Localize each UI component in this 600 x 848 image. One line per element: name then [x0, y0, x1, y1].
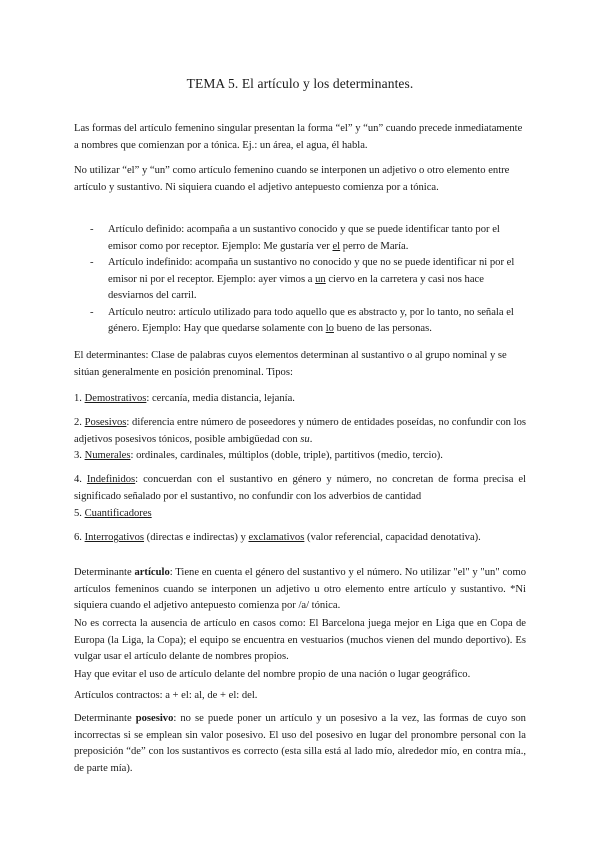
article-types-list — [74, 222, 526, 338]
underlined-example: lo — [325, 323, 334, 334]
list-item-indefinido: - Artículo indefinido: acompaña un sustantivo no conocido y que no se puede identificar ni por el emisor ni por el receptor. Ejemplo: ayer vimos a un ciervo en la carretera y casi nos hace desviarnos del carril. — [90, 257, 515, 301]
bullet-marker: - — [90, 306, 94, 318]
term-exclamativos: exclamativos — [248, 532, 305, 543]
type-interrogativos: 6. Interrogativos (directas e indirectas) y exclamativos (valor referencial, capacidad denotativa). — [74, 532, 481, 543]
paragraph-determinantes: El determinantes: Clase de palabras cuyos elementos determinan al sustantivo o al grupo nominal y se sitúan generalmente en posición prenominal. Tipos: — [74, 350, 507, 378]
list-item-definido: - Artículo definido: acompaña a un sustantivo conocido y que se puede identificar tanto por el emisor como por receptor. Ejemplo: Me gustaría ver el perro de María. — [90, 224, 500, 252]
term-posesivos: Posesivos — [84, 417, 127, 428]
term-cuantificadores: Cuantificadores — [84, 508, 152, 519]
term-indefinidos: Indefinidos — [86, 474, 136, 485]
term-numerales: Numerales — [84, 450, 131, 461]
underlined-example: un — [315, 273, 326, 285]
type-indefinidos: 4. Indefinidos: concuerdan con el sustantivo en género y número, no concretan de forma precisa el significado señalado por el sustantivo, no confundir con los adverbios de cantidad — [74, 474, 527, 502]
paragraph-determinante-posesivo: Determinante posesivo: no se puede poner un artículo y un posesivo a la vez, las formas de cuyo son incorrectas si se emplean sin valor posesivo. El uso del posesivo en lugar del pronombre personal con la preposición “de” con los sustantivos es correcto (esta silla está al lado mío, alrededor mío, en contra mía., de parte mía). — [74, 713, 526, 774]
type-posesivos: 2. Posesivos: diferencia entre número de poseedores y número de entidades poseídas, no confundir con los adjetivos posesivos tónicos, posible ambigüedad con su. — [74, 417, 526, 445]
bold-term-posesivo: posesivo — [135, 713, 174, 724]
type-demostrativos: 1. Demostrativos: cercanía, media distancia, lejanía. — [74, 393, 295, 404]
bullet-marker: - — [90, 224, 94, 235]
bullet-marker: - — [90, 257, 94, 268]
bold-term-articulo: artículo — [134, 567, 170, 578]
term-demostrativos: Demostrativos — [84, 393, 147, 404]
paragraph-nombre-propio: Hay que evitar el uso de artículo delante del nombre propio de una nación o lugar geográfico. — [74, 669, 471, 680]
paragraph-no-use-rule: No utilizar “el” y “un” como artículo femenino cuando se interponen un adjetivo o otro elemento entre artículo y sustantivo. Ni siquiera cuando el adjetivo antepuesto comienza por a tónica. — [74, 165, 510, 193]
paragraph-contractos: Artículos contractos: a + el: al, de + el: del. — [74, 690, 258, 701]
type-numerales: 3. Numerales: ordinales, cardinales, múltiplos (doble, triple), partitivos (medio, tercio). — [74, 450, 443, 461]
paragraph-feminine-article: Las formas del artículo femenino singular presentan la forma “el” y “un” cuando precede inmediatamente a nombres que comienzan por a tónica. Ej.: un área, el agua, él habla. — [74, 123, 523, 151]
italic-su: su — [300, 433, 310, 445]
paragraph-ausencia-articulo: No es correcta la ausencia de artículo en casos como: El Barcelona juega mejor en Liga que en Copa de Europa (la Liga, la Copa); el equipo se encuentra en vestuarios (muchos vienen del mundo deportivo). Es vulgar usar el artículo delante de nombres propios. — [74, 618, 526, 662]
underlined-example: el — [332, 240, 341, 252]
page-title: TEMA 5. El artículo y los determinantes. — [186, 76, 414, 91]
list-item-neutro: - Artículo neutro: artículo utilizado para todo aquello que es abstracto y, por lo tanto, no señala el género. Ejemplo: Hay que quedarse solamente con lo bueno de las personas. — [90, 306, 514, 334]
paragraph-determinante-articulo: Determinante artículo: Tiene en cuenta el género del sustantivo y el número. No utilizar "el" y "un" como artículos femeninos cuando se interponen un adjetivo u otro elemento entre artículo y sustantivo. *Ni siquiera cuando el adjetivo antepuesto comienza por /a/ tónica. — [74, 567, 526, 611]
term-interrogativos: Interrogativos — [84, 532, 145, 543]
type-cuantificadores: 5. Cuantificadores — [74, 508, 152, 519]
